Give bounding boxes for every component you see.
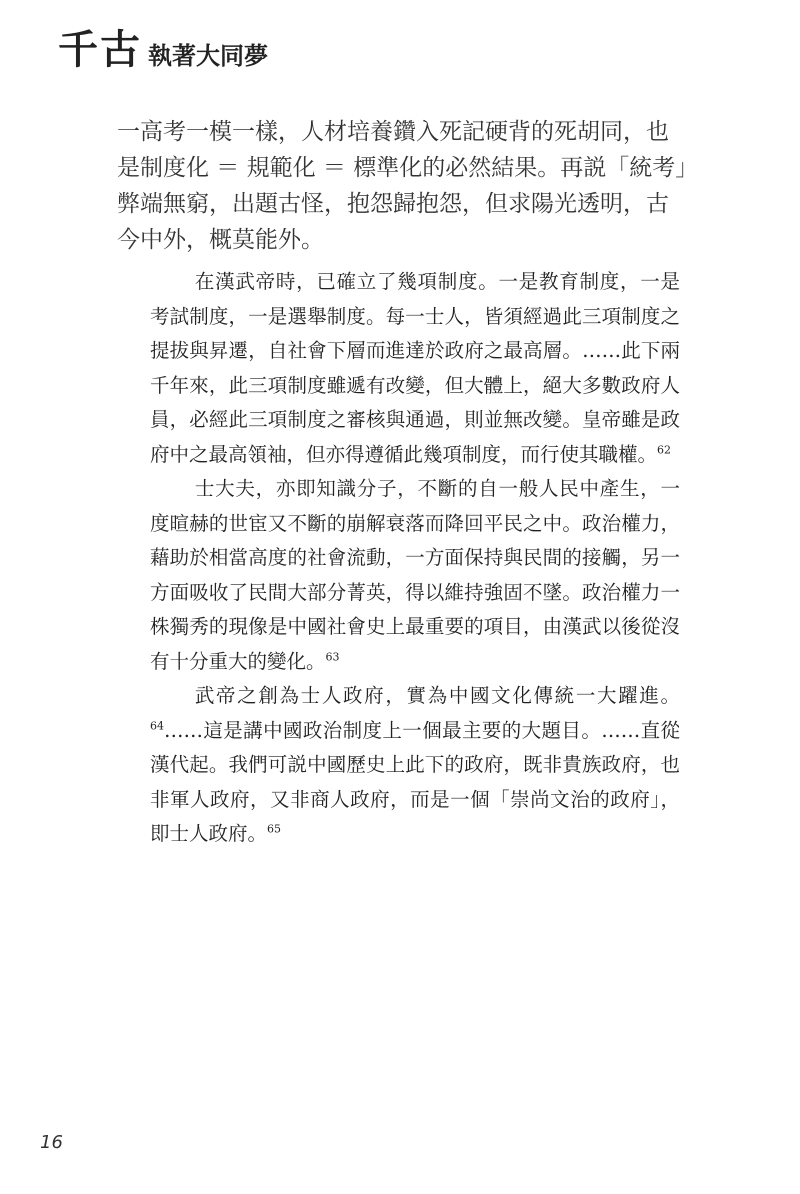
quote-paragraph-3 [150, 679, 680, 852]
quote-text-3b: ……這是講中國政治制度上一個最主要的大題目。……直從漢代起。我們可説中國歷史上此下的政府，既非貴族政府，也非軍人政府，又非商人政府，而是一個「崇尚文治的政府」，即士人政府。 [150, 718, 680, 845]
footnote-ref-65[interactable]: 65 [267, 822, 282, 836]
intro-paragraph: 一高考一模一樣，人材培養鑽入死記硬背的死胡同，也是制度化 ＝ 規範化 ＝ 標準化的必然結果。再説「統考」弊端無窮，出題古怪，抱怨歸抱怨，但求陽光透明，古今中外，概莫能外。 [117, 119, 687, 253]
quote-text-2: 士大夫，亦即知識分子，不斷的自一般人民中產生，一度暄赫的世宦又不斷的崩解衰落而降回平民之中。政治權力，藉助於相當高度的社會流動，一方面保持與民間的接觸，另一方面吸收了民間大部分菁英，得以維持強固不墜。政治權力一株獨秀的現像是中國社會史上最重要的項目，由漢武以後從沒有十分重大的變化。 [150, 477, 680, 673]
footnote-ref-62[interactable]: 62 [657, 443, 672, 456]
block-quote [150, 265, 680, 852]
quote-paragraph-2 [150, 472, 680, 679]
running-header [58, 26, 268, 73]
quote-text-3a: 武帝之創為士人政府，實為中國文化傳統一大躍進。 [194, 684, 680, 707]
book-title: 千古 [58, 26, 142, 73]
book-subtitle: 執著大同夢 [148, 41, 268, 70]
intro-paragraph-block [117, 114, 687, 258]
footnote-ref-63[interactable]: 63 [325, 650, 340, 663]
quote-text-1: 在漢武帝時，已確立了幾項制度。一是教育制度，一是考試制度，一是選舉制度。每一士人，皆須經過此三項制度之提拔與昇遷，自社會下層而進達於政府之最高層。……此下兩千年來，此三項制度雖遞有改變，但大體上，絕大多數政府人員，必經此三項制度之審核與通過，則並無改變。皇帝雖是政府中之最高領袖，但亦得遵循此幾項制度，而行使其職權。 [150, 270, 680, 466]
page-number: 16 [40, 1132, 63, 1153]
quote-paragraph-1 [150, 265, 680, 472]
footnote-ref-64[interactable]: 64 [150, 719, 164, 732]
